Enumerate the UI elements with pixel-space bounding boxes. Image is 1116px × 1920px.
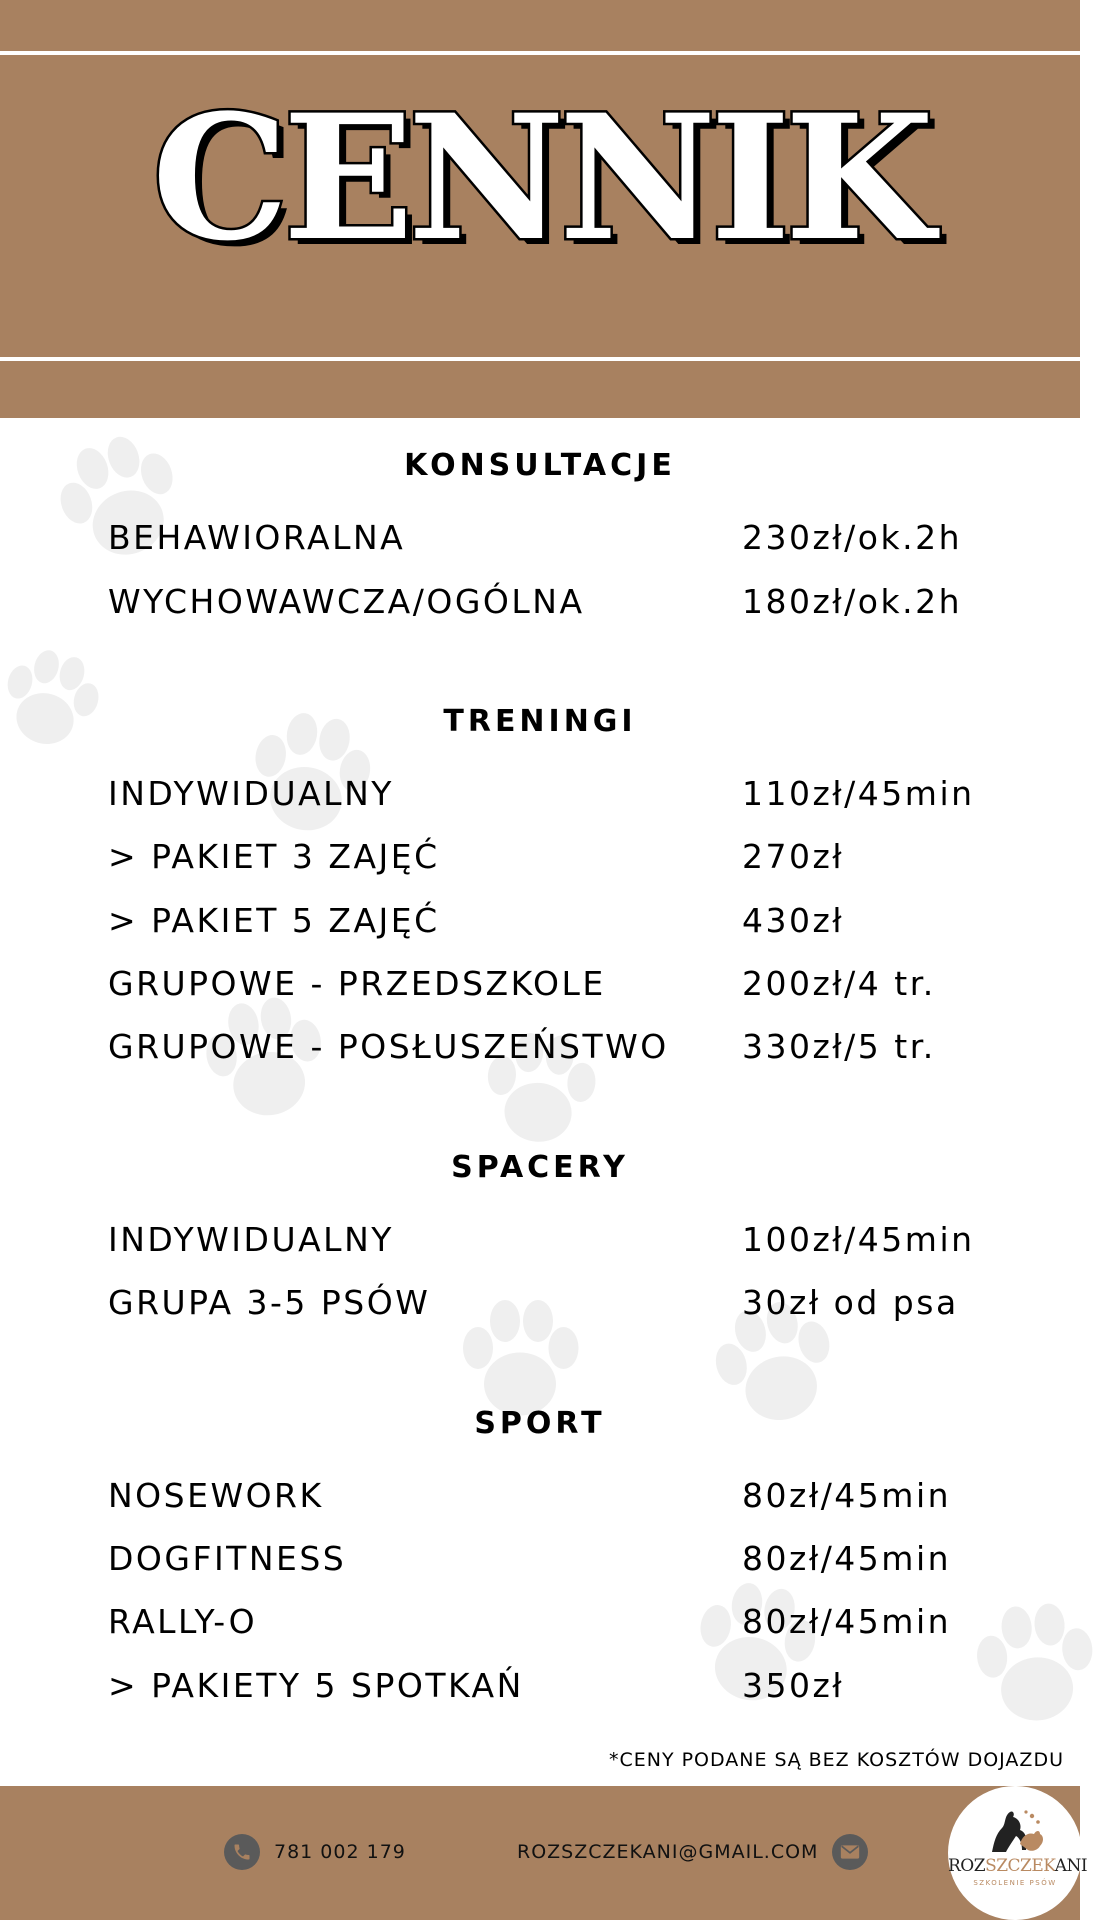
price-row xyxy=(0,837,1080,877)
service-label: > PAKIET 3 ZAJĘĆ xyxy=(108,837,440,876)
mail-icon xyxy=(832,1834,868,1870)
phone-icon xyxy=(224,1834,260,1870)
service-label: > PAKIET 5 ZAJĘĆ xyxy=(108,901,440,940)
service-label: DOGFITNESS xyxy=(108,1539,347,1578)
service-price: 80zł/45min xyxy=(742,1602,952,1641)
service-price: 80zł/45min xyxy=(742,1476,952,1515)
phone-contact[interactable] xyxy=(224,1830,406,1874)
service-price: 200zł/4 tr. xyxy=(742,964,936,1003)
price-row xyxy=(0,774,1080,814)
price-row xyxy=(0,901,1080,941)
service-price: 230zł/ok.2h xyxy=(742,518,963,557)
paw-print-icon xyxy=(0,627,123,774)
service-label: INDYWIDUALNY xyxy=(108,1220,394,1259)
price-note: *CENY PODANE SĄ BEZ KOSZTÓW DOJAZDU xyxy=(608,1749,1064,1771)
service-label: GRUPOWE - PRZEDSZKOLE xyxy=(108,964,606,1003)
service-price: 350zł xyxy=(742,1666,845,1705)
service-label: RALLY-O xyxy=(108,1602,258,1641)
service-label: > PAKIETY 5 SPOTKAŃ xyxy=(108,1666,524,1705)
price-row xyxy=(0,964,1080,1004)
section-title-treningi: TRENINGI xyxy=(443,704,637,739)
service-price: 100zł/45min xyxy=(742,1220,975,1259)
price-row xyxy=(0,1220,1080,1260)
section-title-sport: SPORT xyxy=(474,1406,606,1441)
dog-silhouette-icon xyxy=(982,1804,1048,1856)
email-contact[interactable] xyxy=(517,1830,868,1874)
paw-print-icon xyxy=(24,404,216,596)
service-price: 80zł/45min xyxy=(742,1539,952,1578)
service-price: 430zł xyxy=(742,901,845,940)
service-label: WYCHOWAWCZA/OGÓLNA xyxy=(108,582,585,621)
section-title-konsultacje: KONSULTACJE xyxy=(404,448,676,483)
price-row xyxy=(0,1476,1080,1516)
service-label: BEHAWIORALNA xyxy=(108,518,406,557)
price-row xyxy=(0,582,1080,622)
brand-logo xyxy=(948,1786,1088,1920)
service-price: 30zł od psa xyxy=(742,1283,959,1322)
service-price: 180zł/ok.2h xyxy=(742,582,963,621)
logo-tagline: SZKOLENIE PSÓW xyxy=(973,1879,1057,1887)
service-price: 270zł xyxy=(742,837,845,876)
phone-number: 781 002 179 xyxy=(274,1841,406,1863)
price-row xyxy=(0,518,1080,558)
price-row xyxy=(0,1602,1080,1642)
service-label: GRUPOWE - POSŁUSZEŃSTWO xyxy=(108,1027,669,1066)
header-band xyxy=(0,0,1080,418)
email-address: ROZSZCZEKANI@GMAIL.COM xyxy=(517,1841,819,1863)
header-top-rule xyxy=(0,51,1080,55)
service-label: INDYWIDUALNY xyxy=(108,774,394,813)
section-title-spacery: SPACERY xyxy=(451,1150,629,1185)
price-row xyxy=(0,1666,1080,1706)
service-price: 330zł/5 tr. xyxy=(742,1027,936,1066)
price-row xyxy=(0,1283,1080,1323)
service-label: GRUPA 3-5 PSÓW xyxy=(108,1283,431,1322)
price-row xyxy=(0,1027,1080,1067)
page-title: CENNIK xyxy=(151,76,929,279)
header-bottom-rule xyxy=(0,357,1080,361)
logo-wordmark: ROZSZCZEKANI xyxy=(948,1856,1088,1876)
price-row xyxy=(0,1539,1080,1579)
service-price: 110zł/45min xyxy=(742,774,975,813)
service-label: NOSEWORK xyxy=(108,1476,324,1515)
